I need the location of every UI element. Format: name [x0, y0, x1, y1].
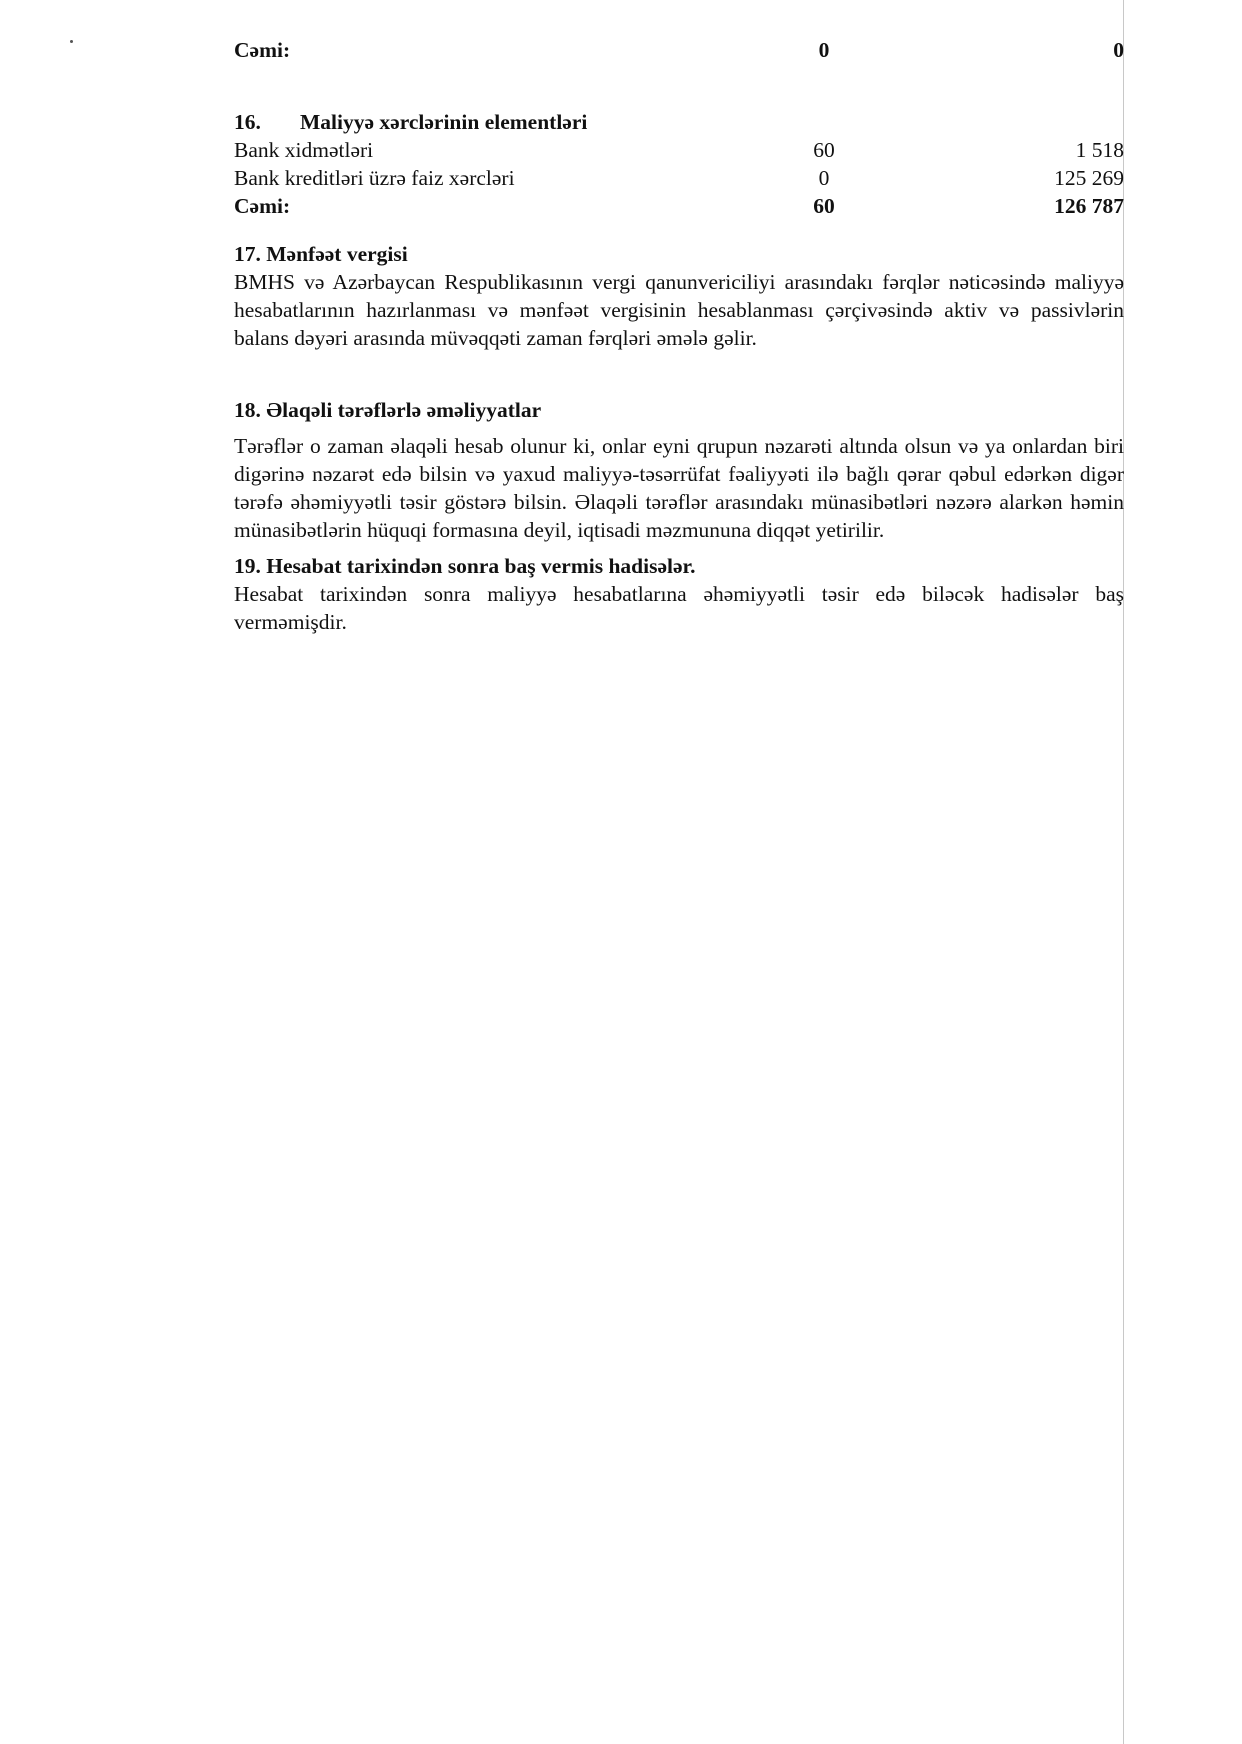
row-label: Bank xidmətləri — [234, 138, 374, 162]
top-total-label: Cəmi: — [234, 38, 291, 62]
section-16-number: 16. — [234, 110, 261, 134]
section-19-title: Hesabat tarixindən sonra baş vermis hadisələr. — [266, 554, 696, 578]
section-18-heading — [234, 396, 1130, 424]
top-total-row — [234, 36, 1130, 64]
row-value-1: 60 — [813, 138, 835, 162]
total-value-1: 60 — [813, 194, 835, 218]
scan-speck — [70, 40, 73, 43]
section-18-paragraph: Tərəflər o zaman əlaqəli hesab olunur ki, onlar eyni qrupun nəzarəti altında olsun və ya onlardan biri digərinə nəzarət edə bilsin və yaxud maliyyə-təsərrüfat fəaliyyəti ilə bağlı qərar qəbul edərkən digər tərəfə əhəmiyyətli təsir göstərə bilsin. Əlaqəli tərəflər arasındakı münasibətləri nəzərə alarkən həmin münasibətlərin hüquqi formasına deyil, iqtisadi məzmununa diqqət yetirilir. — [234, 434, 1124, 542]
section-17-heading — [234, 240, 1130, 268]
section-17-number: 17. — [234, 242, 261, 266]
section-16-heading — [234, 108, 1130, 136]
top-total-value-1: 0 — [818, 38, 830, 62]
section-18-title: Əlaqəli tərəflərlə əməliyyatlar — [266, 398, 542, 422]
section-17-title: Mənfəət vergisi — [266, 242, 408, 266]
section-16-total-row — [234, 192, 1130, 220]
document-content — [234, 36, 1130, 636]
top-total-value-2: 0 — [1113, 38, 1124, 62]
total-label: Cəmi: — [234, 194, 291, 218]
table-row — [234, 164, 1130, 192]
row-value-2: 1 518 — [1075, 138, 1124, 162]
row-value-2: 125 269 — [1054, 166, 1124, 190]
section-19-number: 19. — [234, 554, 261, 578]
section-19-heading — [234, 552, 1130, 580]
row-label: Bank kreditləri üzrə faiz xərcləri — [234, 166, 515, 190]
section-17-paragraph: BMHS və Azərbaycan Respublikasının vergi qanunvericiliyi arasındakı fərqlər nəticəsində maliyyə hesabatlarının hazırlanması və mənfəət vergisinin hesablanması çərçivəsində aktiv və passivlərin balans dəyəri arasında müvəqqəti zaman fərqləri əmələ gəlir. — [234, 270, 1124, 350]
section-19-paragraph: Hesabat tarixindən sonra maliyyə hesabatlarına əhəmiyyətli təsir edə biləcək hadisələr baş verməmişdir. — [234, 582, 1124, 634]
section-16-title: Maliyyə xərclərinin elementləri — [300, 110, 588, 134]
total-value-2: 126 787 — [1054, 194, 1124, 218]
section-18-number: 18. — [234, 398, 261, 422]
row-value-1: 0 — [818, 166, 830, 190]
table-row — [234, 136, 1130, 164]
